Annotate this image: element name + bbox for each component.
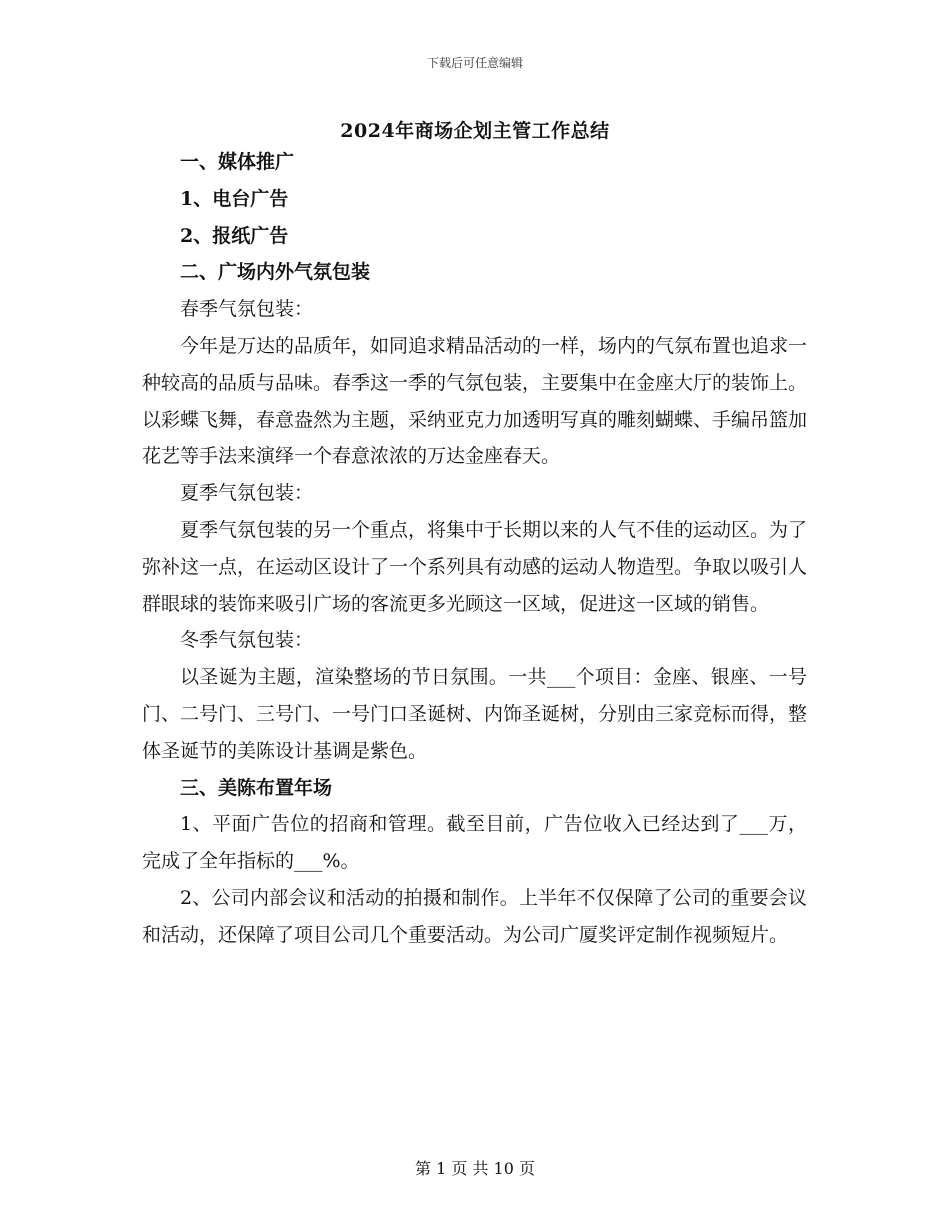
subheading-radio-ads: 1、电台广告 [180,187,289,210]
paragraph-winter: 以圣诞为主题，渲染整场的节日氛围。一共___个项目：金座、银座、一号门、二号门、三号门、一号门口圣诞树、内饰圣诞树，分别由三家竞标而得，整体圣诞节的美陈设计基调是紫色。 [142,666,808,762]
paragraph-ad-space: 1、平面广告位的招商和管理。截至目前，广告位收入已经达到了___万，完成了全年指标的___%。 [142,813,807,873]
page-number: 第 1 页 共 10 页 [415,1159,535,1178]
document-title: 2024年商场企划主管工作总结 [340,120,610,142]
label-spring: 春季气氛包装： [180,298,314,321]
header-note: 下载后可任意编辑 [426,56,523,70]
section-heading-display: 三、美陈布置年场 [180,776,333,799]
paragraph-meetings: 2、公司内部会议和活动的拍摄和制作。上半年不仅保障了公司的重要会议和活动，还保障了项目公司几个重要活动。为公司广厦奖评定制作视频短片。 [142,886,807,946]
document-body [142,144,807,954]
paragraph-spring: 今年是万达的品质年，如同追求精品活动的一样，场内的气氛布置也追求一种较高的品质与品味。春季这一季的气氛包装，主要集中在金座大厅的装饰上。以彩蝶飞舞，春意盎然为主题，采纳亚克力加透明写真的雕刻蝴蝶、手编吊篮加花艺等手法来演绎一个春意浓浓的万达金座春天。 [142,334,808,468]
section-heading-atmosphere: 二、广场内外气氛包装 [180,261,371,284]
paragraph-summer: 夏季气氛包装的另一个重点，将集中于长期以来的人气不佳的运动区。为了弥补这一点，在运动区设计了一个系列具有动感的运动人物造型。争取以吸引人群眼球的装饰来吸引广场的客流更多光顾这一区域，促进这一区域的销售。 [142,518,808,615]
label-winter: 冬季气氛包装： [180,629,314,652]
subheading-newspaper-ads: 2、报纸广告 [180,224,289,247]
label-summer: 夏季气氛包装： [180,482,314,505]
section-heading-media: 一、媒体推广 [180,151,295,173]
